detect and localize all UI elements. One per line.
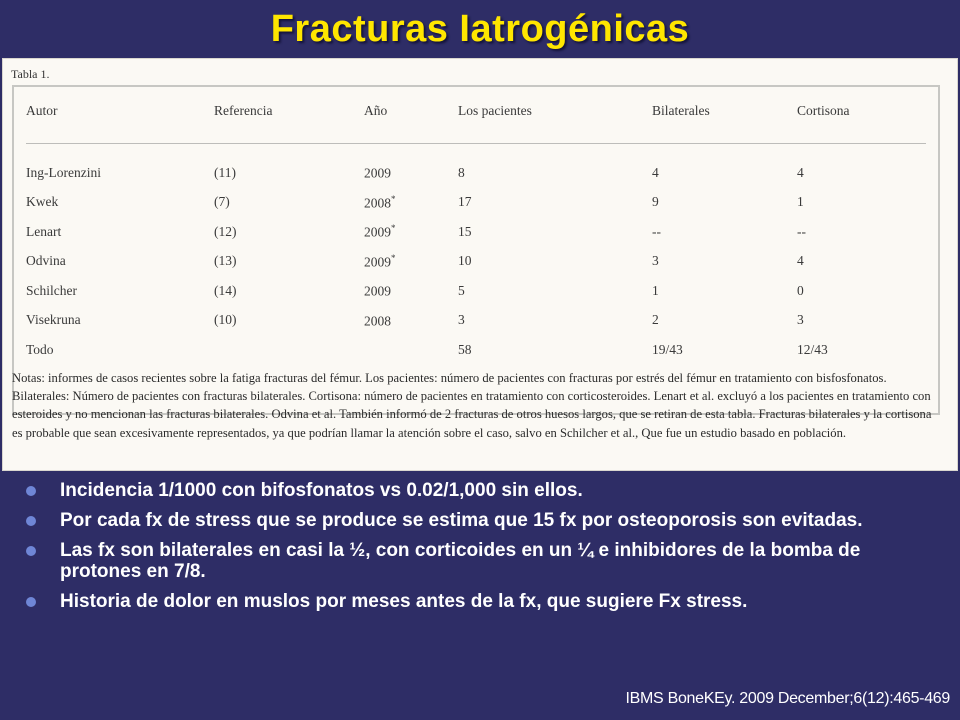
cell-autor	[26, 335, 214, 365]
bullet-item	[26, 591, 946, 612]
header-pacientes: Los pacientes	[458, 99, 652, 144]
cell-pacientes-text: 15	[458, 223, 472, 239]
slide-title: Fracturas Iatrogénicas	[270, 8, 690, 50]
table-frame	[12, 85, 940, 415]
bullet-dot-icon	[26, 546, 36, 556]
bullet-list	[26, 480, 946, 621]
cell-referencia-text: (12)	[214, 223, 237, 239]
cell-anio-text: 2009	[364, 283, 391, 299]
cell-cortisona	[797, 188, 926, 218]
cell-anio	[364, 276, 458, 306]
cell-anio	[364, 247, 458, 277]
cell-autor-text: Kwek	[26, 194, 59, 210]
bullet-text: Incidencia 1/1000 con bifosfonatos vs 0.02/1,000 sin ellos.	[60, 480, 583, 501]
cell-pacientes	[458, 247, 652, 277]
table-caption: Tabla 1.	[11, 67, 50, 81]
cell-pacientes	[458, 276, 652, 306]
cell-bilaterales-text: 2	[652, 312, 659, 328]
cell-referencia	[214, 276, 364, 306]
table-row	[26, 144, 926, 188]
cell-bilaterales	[652, 335, 797, 365]
cell-pacientes-text: 58	[458, 341, 472, 357]
table-row	[26, 276, 926, 306]
table-image-panel	[2, 58, 958, 471]
cell-cortisona-text: 4	[797, 253, 804, 269]
table-row	[26, 217, 926, 247]
cell-cortisona-text: 4	[797, 164, 804, 180]
cell-anio-text: 2009	[364, 254, 391, 269]
cell-anio	[364, 188, 458, 218]
table-row	[26, 247, 926, 277]
cell-referencia-text: (10)	[214, 312, 237, 328]
cell-autor-text: Lenart	[26, 223, 62, 239]
cell-anio	[364, 144, 458, 188]
cell-cortisona	[797, 276, 926, 306]
cell-anio	[364, 306, 458, 336]
cell-cortisona	[797, 306, 926, 336]
notes-text: Notas: informes de casos recientes sobre la fatiga fracturas del fémur. Los pacientes: número de pacientes con fracturas por estrés del fémur en tratamiento con bisfosfonatos. Bilaterales: Número de pacientes con fracturas bilaterales. Cortisona: número de pacientes en tratamiento con corticosteroides. Lenart et al. excluyó a los pacientes en tratamiento con esteroides y no mencionan las fracturas bilaterales. Odvina et al. También informó de 2 fracturas de otros huesos largos, que se retiran de esta tabla. Fracturas bilaterales y la cortisona es probable que sean excesivamente representados, ya que podrían llamar la atención sobre el caso, salvo en Schilcher et al., Que fue un estudio basado en población.	[12, 371, 932, 440]
header-bilaterales: Bilaterales	[652, 99, 797, 144]
header-autor: Autor	[26, 99, 214, 144]
fractures-table	[26, 99, 926, 365]
cell-autor	[26, 188, 214, 218]
bullet-item	[26, 510, 946, 531]
bullet-item	[26, 540, 946, 582]
asterisk-mark: *	[391, 193, 396, 204]
cell-bilaterales	[652, 144, 797, 188]
cell-referencia-text: (14)	[214, 282, 237, 298]
cell-pacientes-text: 8	[458, 164, 465, 180]
cell-pacientes	[458, 335, 652, 365]
cell-autor-text: Visekruna	[26, 312, 81, 328]
cell-autor	[26, 276, 214, 306]
cell-autor-text: Odvina	[26, 253, 66, 269]
cell-pacientes-text: 17	[458, 194, 472, 210]
cell-autor-text: Schilcher	[26, 282, 77, 298]
cell-bilaterales-text: 4	[652, 164, 659, 180]
table-row	[26, 188, 926, 218]
asterisk-mark: *	[391, 223, 396, 233]
table-notes	[12, 369, 942, 442]
cell-pacientes-text: 10	[458, 253, 472, 269]
cell-autor	[26, 247, 214, 277]
bullet-dot-icon	[26, 597, 36, 607]
cell-bilaterales-text: 1	[652, 282, 659, 298]
cell-referencia	[214, 217, 364, 247]
cell-referencia	[214, 144, 364, 188]
table-header-row	[26, 99, 926, 144]
cell-bilaterales	[652, 217, 797, 247]
cell-referencia	[214, 306, 364, 336]
cell-anio-text: 2008	[364, 195, 391, 210]
cell-cortisona	[797, 247, 926, 277]
cell-bilaterales	[652, 247, 797, 277]
cell-bilaterales-text: 3	[652, 253, 659, 269]
cell-referencia-text: (7)	[214, 194, 230, 210]
cell-pacientes-text: 3	[458, 312, 465, 328]
cell-pacientes	[458, 144, 652, 188]
cell-cortisona	[797, 144, 926, 188]
cell-pacientes	[458, 188, 652, 218]
bullet-dot-icon	[26, 516, 36, 526]
cell-cortisona-text: --	[797, 223, 806, 239]
cell-bilaterales	[652, 276, 797, 306]
cell-autor	[26, 306, 214, 336]
table-row	[26, 335, 926, 365]
cell-autor	[26, 144, 214, 188]
header-anio: Año	[364, 99, 458, 144]
cell-cortisona	[797, 217, 926, 247]
cell-referencia-text: (13)	[214, 253, 237, 269]
bullet-item	[26, 480, 946, 501]
cell-referencia-text: (11)	[214, 164, 236, 180]
cell-referencia	[214, 335, 364, 365]
cell-pacientes-text: 5	[458, 282, 465, 298]
bullet-text: Las fx son bilaterales en casi la ½, con corticoides en un ¼ e inhibidores de la bomba de protones en 7/8.	[60, 540, 861, 582]
cell-referencia	[214, 247, 364, 277]
cell-bilaterales	[652, 306, 797, 336]
bullet-text: Por cada fx de stress que se produce se estima que 15 fx por osteoporosis son evitadas.	[60, 510, 863, 531]
header-cortisona: Cortisona	[797, 99, 926, 144]
cell-bilaterales	[652, 188, 797, 218]
header-referencia: Referencia	[214, 99, 364, 144]
cell-bilaterales-text: 19/43	[652, 341, 683, 357]
cell-anio-text: 2009	[364, 224, 391, 240]
citation: IBMS BoneKEy. 2009 December;6(12):465-469	[625, 690, 950, 707]
cell-cortisona-text: 0	[797, 282, 804, 298]
cell-pacientes	[458, 306, 652, 336]
cell-anio-text: 2008	[364, 313, 391, 328]
cell-referencia	[214, 188, 364, 218]
bullet-text: Historia de dolor en muslos por meses antes de la fx, que sugiere Fx stress.	[60, 591, 748, 612]
cell-cortisona-text: 12/43	[797, 341, 828, 357]
cell-anio	[364, 217, 458, 247]
cell-anio	[364, 335, 458, 365]
bullet-dot-icon	[26, 486, 36, 496]
cell-pacientes	[458, 217, 652, 247]
cell-autor-text: Ing-Lorenzini	[26, 164, 101, 180]
cell-bilaterales-text: 9	[652, 194, 659, 210]
cell-cortisona	[797, 335, 926, 365]
cell-autor	[26, 217, 214, 247]
cell-autor-text: Todo	[26, 341, 54, 357]
cell-anio-text: 2009	[364, 165, 391, 181]
asterisk-mark: *	[391, 252, 396, 263]
cell-cortisona-text: 3	[797, 312, 804, 328]
cell-cortisona-text: 1	[797, 194, 804, 210]
table-row	[26, 306, 926, 336]
cell-bilaterales-text: --	[652, 223, 661, 239]
